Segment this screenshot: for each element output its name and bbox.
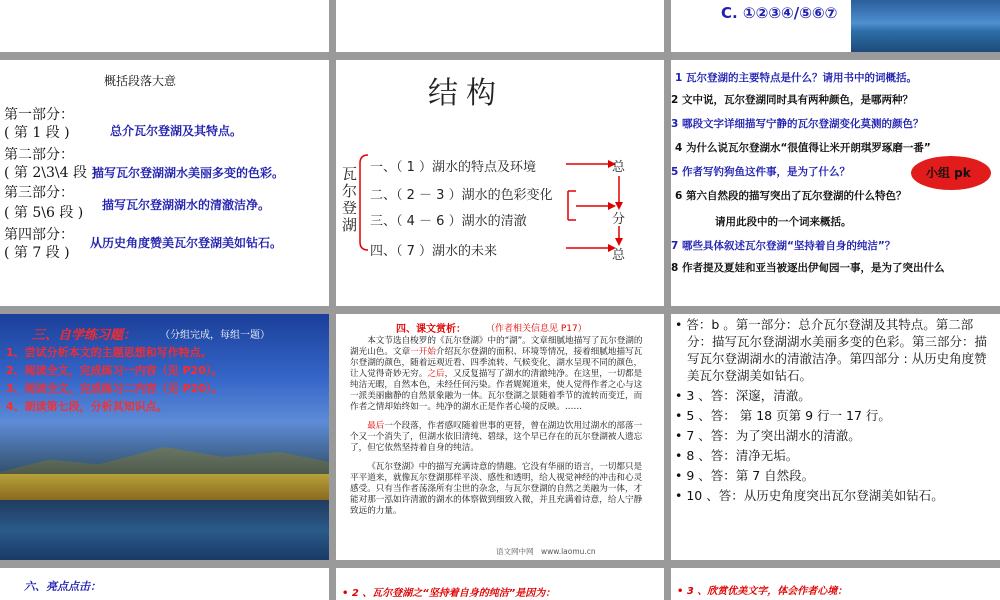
structure-side-label: 瓦尔登湖	[342, 165, 358, 234]
question-7: 7 哪些具体叙述瓦尔登湖“坚持着自身的纯洁”？	[671, 240, 896, 252]
question-6: 6 第六自然段的描写突出了瓦尔登湖的什么特色？	[675, 190, 907, 202]
structure-item-3: 三、（ 4 － 6 ）湖水的清澈	[370, 214, 527, 229]
question-1: 1 瓦尔登湖的主要特点是什么？请用书中的词概括。	[675, 72, 917, 84]
answer-8: • 8 、答：清净无垢。	[675, 448, 799, 463]
question-2: 2 文中说，瓦尔登湖同时具有两种颜色，是哪两种？	[671, 94, 913, 106]
part-desc-3: 描写瓦尔登湖湖水的清澈洁净。	[102, 198, 271, 212]
appreciation-paragraph-1: 本文节选自梭罗的《瓦尔登湖》中的“湖”。文章细腻地描写了瓦尔登湖的湖光山色。文章一开始介绍瓦尔登湖的面积、环境等情况，接着细腻地描写瓦尔登湖的颜色，随着远观近看、四季流转、气候变化，湖水呈现不同的颜色，让人觉得奇妙无穷。之后，又反复描写了湖水的清澈纯净。在这里，一切都是纯洁无暇，自然本色，未经任何污染。作者娓娓道来，使人觉得作者之心与这一派美丽幽静的自然景象融为一体。瓦尔登湖之景随着季节的流转而变迁，而作者之情却始终如一。纯净的湖水正是作者心境的反映。……	[350, 336, 643, 412]
lake-photo-strip	[851, 0, 1000, 52]
slide-questions[interactable]	[671, 60, 1000, 306]
slide-thumb-bottom-mid[interactable]	[336, 568, 664, 600]
answer-10: • 10 、答：从历史角度突出瓦尔登湖美如钻石。	[675, 488, 944, 503]
part-label-4: 第四部分：	[4, 227, 74, 243]
practice-trees	[0, 474, 329, 500]
slide-summary[interactable]	[0, 60, 329, 306]
part-label-2: 第二部分：	[4, 147, 74, 163]
part-desc-1: 总介瓦尔登湖及其特点。	[110, 124, 243, 138]
answer-9: • 9 、答：第 7 自然段。	[675, 468, 815, 483]
structure-title: 结构	[428, 76, 504, 111]
part-range-3: ( 第 5\6 段 )	[4, 205, 84, 221]
part-desc-4: 从历史角度赞美瓦尔登湖美如钻石。	[90, 236, 283, 250]
practice-subtitle: （分组完成，每组一题）	[160, 330, 270, 341]
structure-item-2: 二、（ 2 － 3 ）湖水的色彩变化	[370, 188, 553, 203]
question-8: 8 作者提及夏娃和亚当被逐出伊甸园一事，是为了突出什么	[671, 262, 945, 274]
slide-thumb-bottom-right[interactable]	[671, 568, 1000, 600]
practice-item-4: 4、朗读第七段，分析其知识点。	[6, 400, 168, 413]
part-range-1: ( 第 1 段 )	[4, 125, 70, 141]
purity-question: • 2 、瓦尔登湖之“坚持着自身的纯洁”是因为：	[342, 588, 556, 599]
question-4: 4 为什么说瓦尔登湖水“很值得让米开朗琪罗琢磨一番”	[675, 142, 931, 154]
summary-heading: 概括段落大意	[104, 74, 177, 88]
answer-3: • 3 、答：深邃，清澈。	[675, 388, 811, 403]
slide-answers[interactable]	[671, 314, 1000, 560]
structure-item-4: 四、（ 7 ）湖水的未来	[370, 244, 498, 259]
part-range-4: ( 第 7 段 )	[4, 245, 70, 261]
slide-structure[interactable]	[336, 60, 664, 306]
structure-brackets	[336, 60, 664, 306]
question-3: 3 哪段文字详细描写宁静的瓦尔登湖变化莫测的颜色？	[671, 118, 924, 130]
structure-item-1: 一、（ 1 ）湖水的特点及环境	[370, 160, 537, 175]
slide-thumb-bottom-left[interactable]	[0, 568, 329, 600]
part-label-3: 第三部分：	[4, 185, 74, 201]
appreciation-paragraph-3: 《瓦尔登湖》中的描写充满诗意的情趣。它没有华丽的语言，一切都只是平平道来，就像瓦尔登湖那样平淡、感性和透明，给人视觉神经的冲击和心灵感受。只有当作者荡涤所有尘世的杂念，与瓦尔登湖的自然之美融为一体，才能对那一泓如许清澈的湖水的体察做到细致入微，并且充满着诗意，给人宁静致远的力量。	[350, 462, 643, 516]
answer-1: • 答：b 。第一部分：总介瓦尔登湖及其特点。第二部分：描写瓦尔登湖湖水美丽多变的色彩。第三部分：描写瓦尔登湖湖水的清澈洁净。第四部分 : 从历史角度赞美瓦尔登湖美如钻石。	[675, 317, 988, 383]
option-text: C. ①②③④/⑤⑥⑦	[721, 4, 838, 22]
highlight-heading: 六、亮点点击：	[24, 580, 101, 593]
practice-item-1: 1、尝试分析本文的主题思想和写作特点。	[6, 346, 212, 359]
appreciation-footer: 语文网中网 www.laomu.cn	[496, 547, 596, 556]
slide-practice[interactable]	[0, 314, 329, 560]
question-6-note: 请用此段中的一个词来概括。	[715, 216, 852, 228]
appreciation-paragraph-2: 最后一个段落，作者感叹随着世事的更替，曾在湖边饮用过湖水的部落一个又一个消失了，但湖水依旧清纯、碧绿，这个早已存在的瓦尔登湖被人遗忘了，但它依然坚持着自身的纯洁。	[350, 421, 643, 453]
part-desc-2: 描写瓦尔登湖湖水美丽多变的色彩。	[92, 166, 285, 180]
answer-5: • 5 、答： 第 18 页第 9 行一 17 行。	[675, 408, 891, 423]
structure-label-part: 分	[612, 212, 626, 227]
part-range-2: ( 第 2\3\4 段 )	[4, 165, 97, 181]
practice-title: 三、自学练习题：	[32, 328, 137, 343]
question-5: 5 作者写钓狗鱼这件事，是为了什么？	[671, 166, 850, 178]
appreciate-text-prompt: • 3 、欣赏优美文字，体会作者心境：	[677, 586, 848, 597]
answers-list	[675, 316, 995, 504]
slide-thumb-top-left[interactable]	[0, 0, 329, 52]
part-label-1: 第一部分：	[4, 107, 74, 123]
appreciation-title: 四、课文赏析：	[396, 324, 466, 335]
slide-appreciation[interactable]	[336, 314, 664, 560]
practice-item-2: 2、阅读全文，完成练习一内容（见 P20）。	[6, 364, 223, 377]
appreciation-subtitle: （作者相关信息见 P17）	[486, 324, 587, 334]
slide-thumb-top-right[interactable]	[671, 0, 1000, 52]
group-pk-label: 小组 pk	[926, 166, 971, 180]
structure-label-total-1: 总	[612, 160, 626, 175]
practice-item-3: 3、阅读全文，完成练习二内容（见 P20）。	[6, 382, 223, 395]
structure-label-total-2: 总	[612, 248, 626, 263]
appreciation-body	[350, 336, 650, 517]
answer-7: • 7 、答：为了突出湖水的清澈。	[675, 428, 861, 443]
slide-thumb-top-mid[interactable]	[336, 0, 664, 52]
